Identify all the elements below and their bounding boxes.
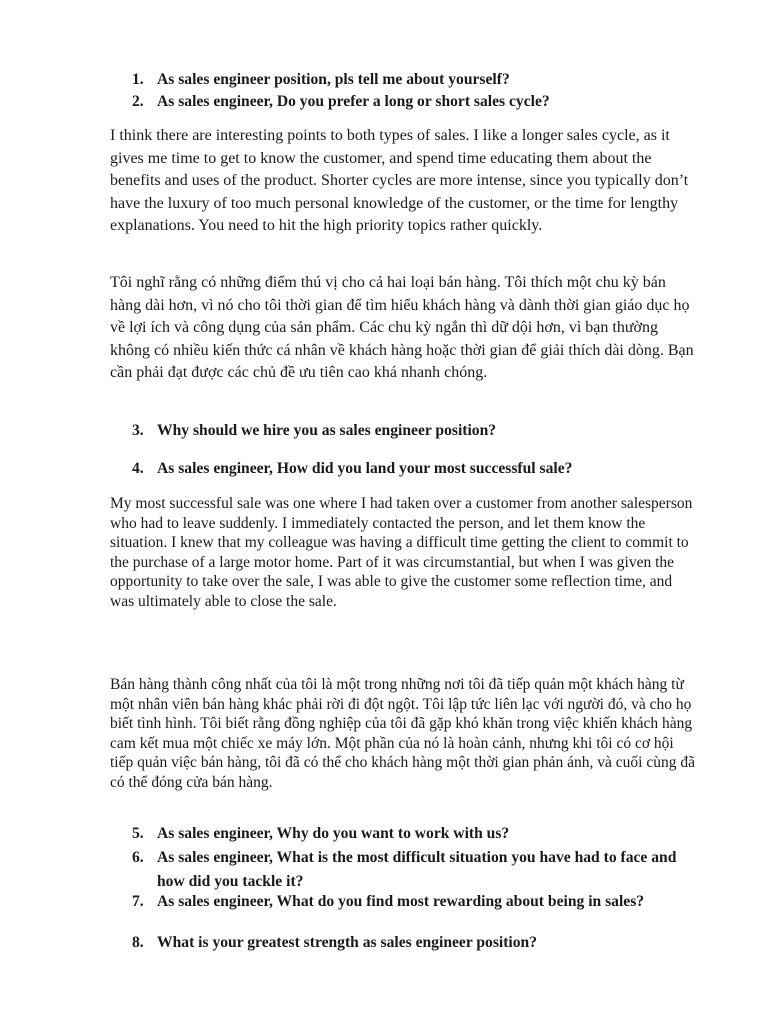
answer-2-english: I think there are interesting points to both types of sales. I like a longer sales cycle, as it gives me time to get to know the customer, and spend time educating them about the benefits and uses of the product. Shorter cycles are more intense, since you typically don’t have the luxury of too much personal knowledge of the customer, or the time for lengthy explanations. You need to hit the high priority topics rather quickly. bbox=[110, 127, 689, 235]
answer-4-vietnamese: Bán hàng thành công nhất của tôi là một trong những nơi tôi đã tiếp quản một khách hàng từ một nhân viên bán hàng khác phải rời đi đột ngột. Tôi lập tức liên lạc với người đó, và cho họ biết tình hình. Tôi biết rằng đồng nghiệp của tôi đã gặp khó khăn trong việc khiến khách hàng cam kết mua một chiếc xe máy lớn. Một phần của nó là hoàn cảnh, nhưng khi tôi có cơ hội tiếp quản việc bán hàng, tôi đã có thể cho khách hàng một thời gian phản ánh, và cuối cùng đã có thể đóng cửa bán hàng. bbox=[110, 676, 695, 791]
question-3 bbox=[132, 420, 702, 442]
question-number: 8. bbox=[132, 934, 144, 951]
question-text: As sales engineer, What is the most difficult situation you have had to face and how did you tackle it? bbox=[157, 849, 677, 890]
question-text: As sales engineer, Do you prefer a long or short sales cycle? bbox=[157, 93, 550, 110]
question-number: 6. bbox=[132, 849, 144, 866]
question-2 bbox=[132, 91, 702, 113]
question-number: 7. bbox=[132, 893, 144, 910]
question-text: Why should we hire you as sales engineer position? bbox=[157, 422, 497, 439]
question-text: As sales engineer position, pls tell me about yourself? bbox=[157, 71, 510, 88]
question-number: 1. bbox=[132, 71, 144, 88]
question-text: As sales engineer, What do you find most rewarding about being in sales? bbox=[157, 893, 645, 910]
answer-2-vietnamese: Tôi nghĩ rằng có những điểm thú vị cho cả hai loại bán hàng. Tôi thích một chu kỳ bán hàng dài hơn, vì nó cho tôi thời gian để tìm hiểu khách hàng và dành thời gian giáo dục họ về lợi ích và công dụng của sản phẩm. Các chu kỳ ngắn thì dữ dội hơn, vì bạn thường không có nhiều kiến thức cá nhân về khách hàng hoặc thời gian để giải thích dài dòng. Bạn cần phải đạt được các chủ đề ưu tiên cao khá nhanh chóng. bbox=[110, 274, 694, 382]
question-1 bbox=[132, 69, 702, 91]
question-text: As sales engineer, How did you land your most successful sale? bbox=[157, 460, 573, 477]
question-7 bbox=[132, 891, 702, 912]
question-6 bbox=[132, 846, 702, 894]
question-8 bbox=[132, 932, 702, 954]
question-text: What is your greatest strength as sales engineer position? bbox=[157, 934, 538, 951]
question-number: 3. bbox=[132, 422, 144, 439]
question-5 bbox=[132, 823, 702, 845]
question-4 bbox=[132, 458, 702, 480]
question-text: As sales engineer, Why do you want to work with us? bbox=[157, 825, 510, 842]
question-number: 2. bbox=[132, 93, 144, 110]
answer-4-english: My most successful sale was one where I had taken over a customer from another salesperson who had to leave suddenly. I immediately contacted the person, and let them know the situation. I knew that my colleague was having a difficult time getting the client to commit to the purchase of a large motor home. Part of it was circumstantial, but when I was given the opportunity to take over the sale, I was able to give the customer some reflection time, and was ultimately able to close the sale. bbox=[110, 495, 693, 610]
question-number: 5. bbox=[132, 825, 144, 842]
question-number: 4. bbox=[132, 460, 144, 477]
